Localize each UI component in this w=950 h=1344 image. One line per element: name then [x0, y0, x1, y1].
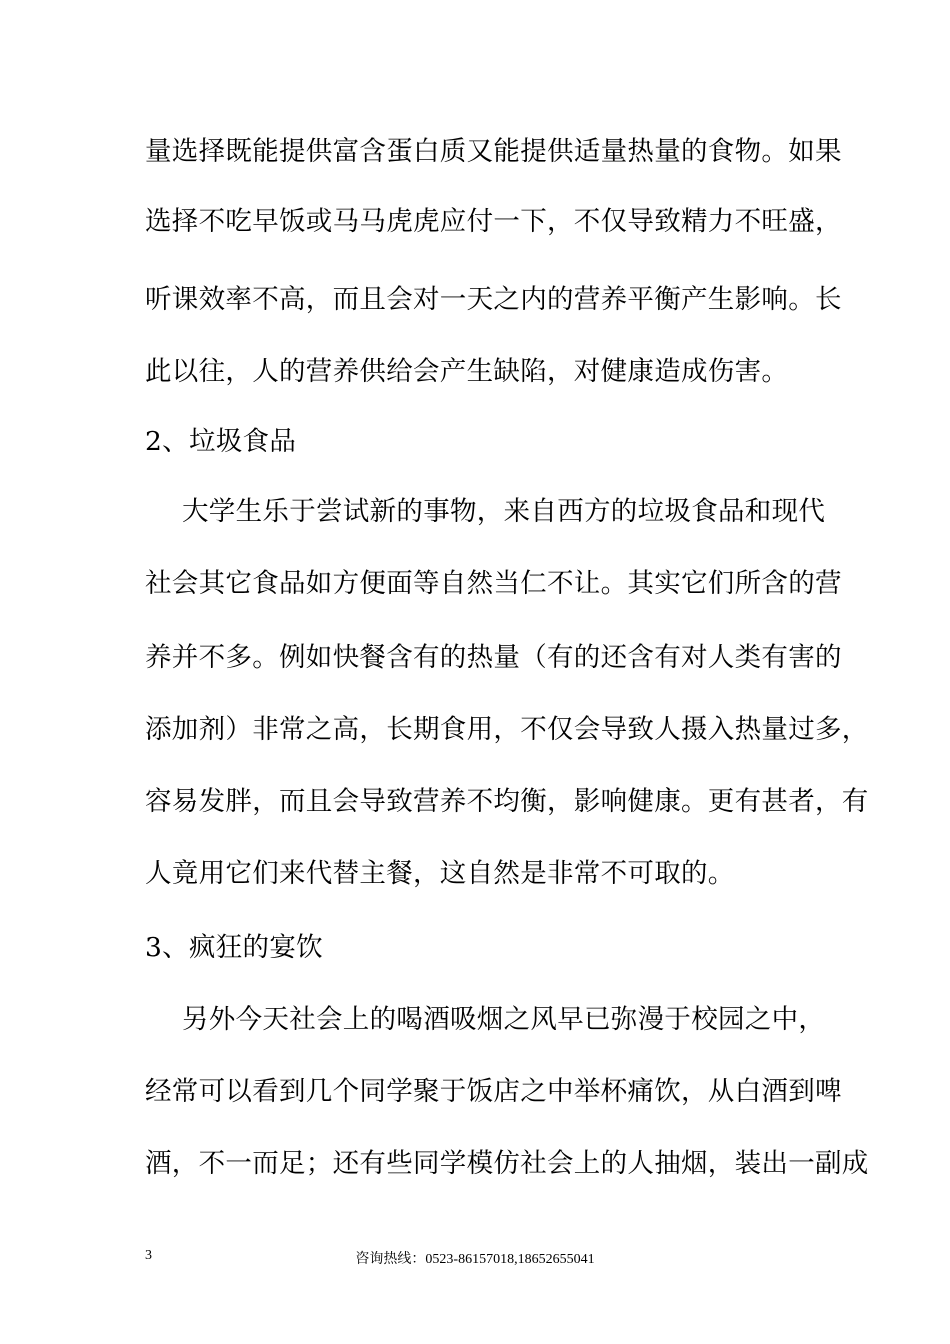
body-line: 人竟用它们来代替主餐，这自然是非常不可取的。 — [145, 858, 735, 889]
body-line: 此以往，人的营养供给会产生缺陷，对健康造成伤害。 — [145, 356, 789, 387]
body-line: 听课效率不高，而且会对一天之内的营养平衡产生影响。长 — [145, 284, 842, 315]
body-line: 养并不多。例如快餐含有的热量（有的还含有对人类有害的 — [145, 642, 842, 673]
section-heading: 2、垃圾食品 — [145, 426, 297, 457]
section-heading: 3、疯狂的宴饮 — [145, 932, 323, 963]
body-line: 容易发胖，而且会导致营养不均衡，影响健康。更有甚者，有 — [145, 786, 869, 817]
body-line: 另外今天社会上的喝酒吸烟之风早已弥漫于校园之中， — [182, 1004, 826, 1035]
body-line: 大学生乐于尝试新的事物，来自西方的垃圾食品和现代 — [182, 496, 826, 527]
body-line: 酒，不一而足；还有些同学模仿社会上的人抽烟，装出一副成 — [145, 1148, 869, 1179]
body-line: 选择不吃早饭或马马虎虎应付一下，不仅导致精力不旺盛， — [145, 206, 842, 237]
body-line: 经常可以看到几个同学聚于饭店之中举杯痛饮，从白酒到啤 — [145, 1076, 842, 1107]
footer-hotline: 咨询热线：0523-86157018,18652655041 — [355, 1252, 595, 1267]
body-line: 社会其它食品如方便面等自然当仁不让。其实它们所含的营 — [145, 568, 842, 599]
body-line: 添加剂）非常之高，长期食用，不仅会导致人摄入热量过多， — [145, 714, 869, 745]
page-number: 3 — [145, 1248, 152, 1263]
body-line: 量选择既能提供富含蛋白质又能提供适量热量的食物。如果 — [145, 136, 842, 167]
